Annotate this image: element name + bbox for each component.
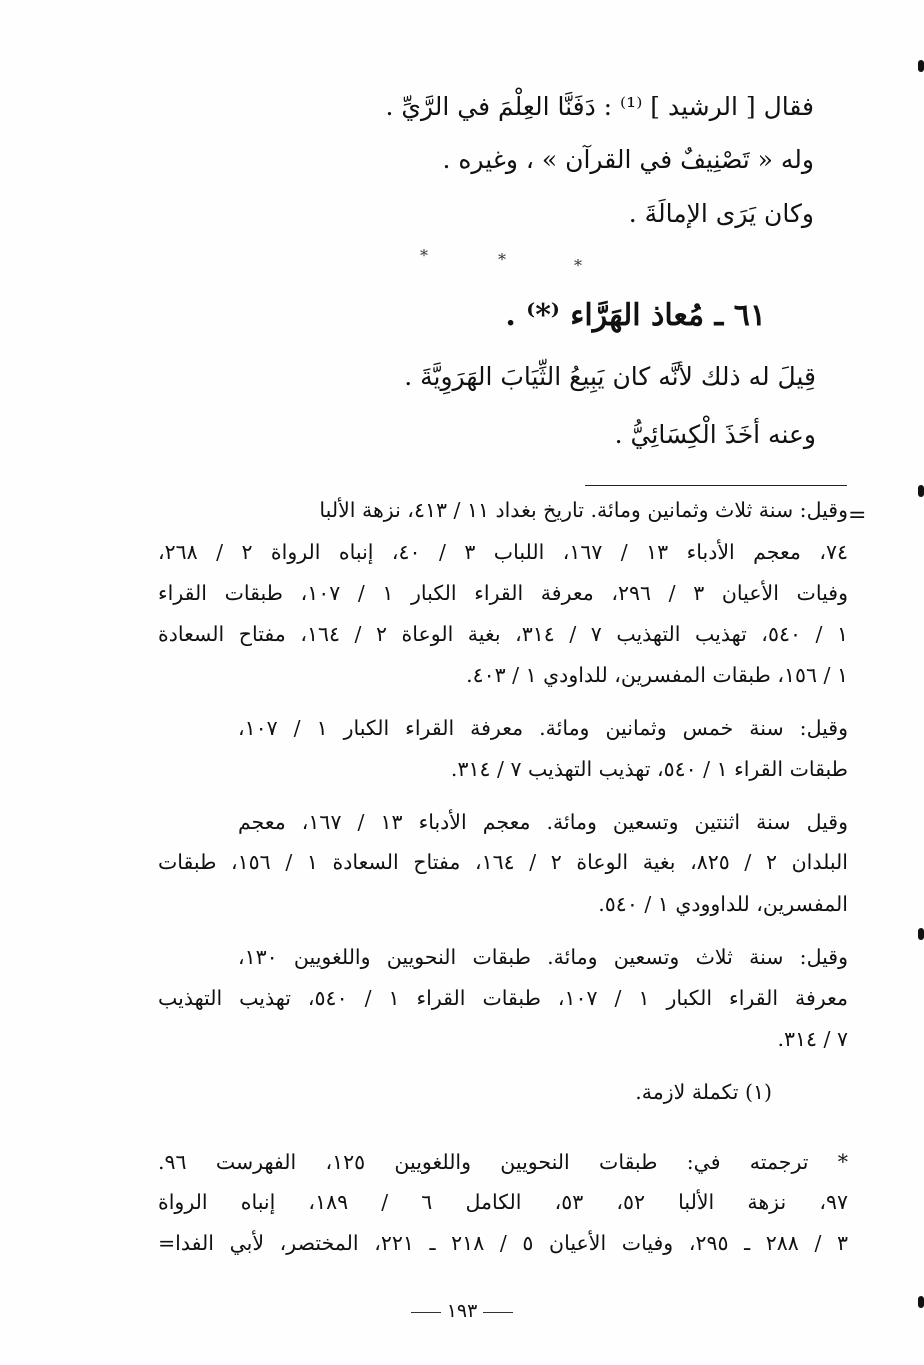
- footnote-line: المفسرين، للداوودي ١ / ٥٤٠.: [598, 892, 848, 916]
- footnote-line: البلدان ٢ / ٨٢٥، بغية الوعاة ٢ / ١٦٤، مفتاح السعادة ١ / ١٥٦، طبقات: [158, 850, 848, 874]
- star-ornament: *: [574, 256, 582, 275]
- star-footnote-line: ٩٧، نزهة الألبا ٥٢، ٥٣، الكامل ٦ / ١٨٩، إنباه الرواة: [158, 1190, 848, 1214]
- scan-edge-mark: [918, 60, 924, 72]
- star-ornament: *: [420, 246, 428, 265]
- star-ornament: *: [498, 250, 506, 269]
- page-number: [0, 1300, 924, 1322]
- scan-edge-mark: [918, 485, 924, 497]
- footnote-separator: [585, 485, 847, 486]
- footnote-line: وقيل: سنة خمس وثمانين ومائة. معرفة القراء الكبار ١ / ١٠٧،: [238, 716, 848, 740]
- section-divider-stars: [400, 246, 600, 276]
- scan-edge-mark: [918, 928, 924, 940]
- entry-heading: ٦١ ـ مُعاذ الهَرَّاء ⁽*⁾ .: [505, 298, 766, 333]
- footnote-line: معرفة القراء الكبار ١ / ١٠٧، طبقات القراء ١ / ٥٤٠، تهذيب التهذيب: [158, 986, 848, 1010]
- footnote-line: وقيل: سنة ثلاث وثمانين ومائة. تاريخ بغداد ١١ / ٤١٣، نزهة الألبا: [319, 498, 848, 522]
- main-line-5: وعنه أخَذَ الْكِسَائِيُّ .: [614, 420, 816, 449]
- star-footnote-line: * ترجمته في: طبقات النحويين واللغويين ١٢٥، الفهرست ٩٦.: [158, 1150, 849, 1174]
- footnote-line: ١ / ٥٤٠، تهذيب التهذيب ٧ / ٣١٤، بغية الوعاة ٢ / ١٦٤، مفتاح السعادة: [158, 622, 848, 646]
- main-line-3: وكان يَرَى الإمالَةَ .: [628, 199, 814, 228]
- footnote-line: وقيل سنة اثنتين وتسعين ومائة. معجم الأدباء ١٣ / ١٦٧، معجم: [238, 810, 848, 834]
- footnote-line: وفيات الأعيان ٣ / ٢٩٦، معرفة القراء الكبار ١ / ١٠٧، طبقات القراء: [158, 581, 848, 605]
- footnote-line: ٧٤، معجم الأدباء ١٣ / ١٦٧، اللباب ٣ / ٤٠، إنباه الرواة ٢ / ٢٦٨،: [158, 540, 848, 564]
- continuation-mark: =: [848, 503, 867, 528]
- main-line-1: فقال [ الرشيد ] ⁽¹⁾ : دَفَنَّا العِلْمَ في الرَّيِّ .: [385, 92, 814, 121]
- main-line-2: وله « تَصْنِيفٌ في القرآن » ، وغيره .: [442, 145, 814, 174]
- footnote-line: وقيل: سنة ثلاث وتسعين ومائة. طبقات النحويين واللغويين ١٣٠،: [238, 945, 848, 969]
- page-number-text: ١٩٣: [446, 1300, 478, 1322]
- footnote-1: (١) تكملة لازمة.: [635, 1080, 772, 1104]
- footnote-line: طبقات القراء ١ / ٥٤٠، تهذيب التهذيب ٧ / ٣١٤.: [450, 757, 848, 781]
- footnote-line: ٧ / ٣١٤.: [777, 1027, 848, 1051]
- main-line-4: قِيلَ له ذلك لأنَّه كان يَبِيعُ الثِّيَابَ الهَرَوِيَّةَ .: [404, 362, 816, 391]
- star-footnote-line: ٣ / ٢٨٨ ـ ٢٩٥، وفيات الأعيان ٥ / ٢١٨ ـ ٢٢١، المختصر، لأبي الفدا=: [158, 1231, 848, 1255]
- footnote-line: ١ / ١٥٦، طبقات المفسرين، للداودي ١ / ٤٠٣.: [466, 663, 848, 687]
